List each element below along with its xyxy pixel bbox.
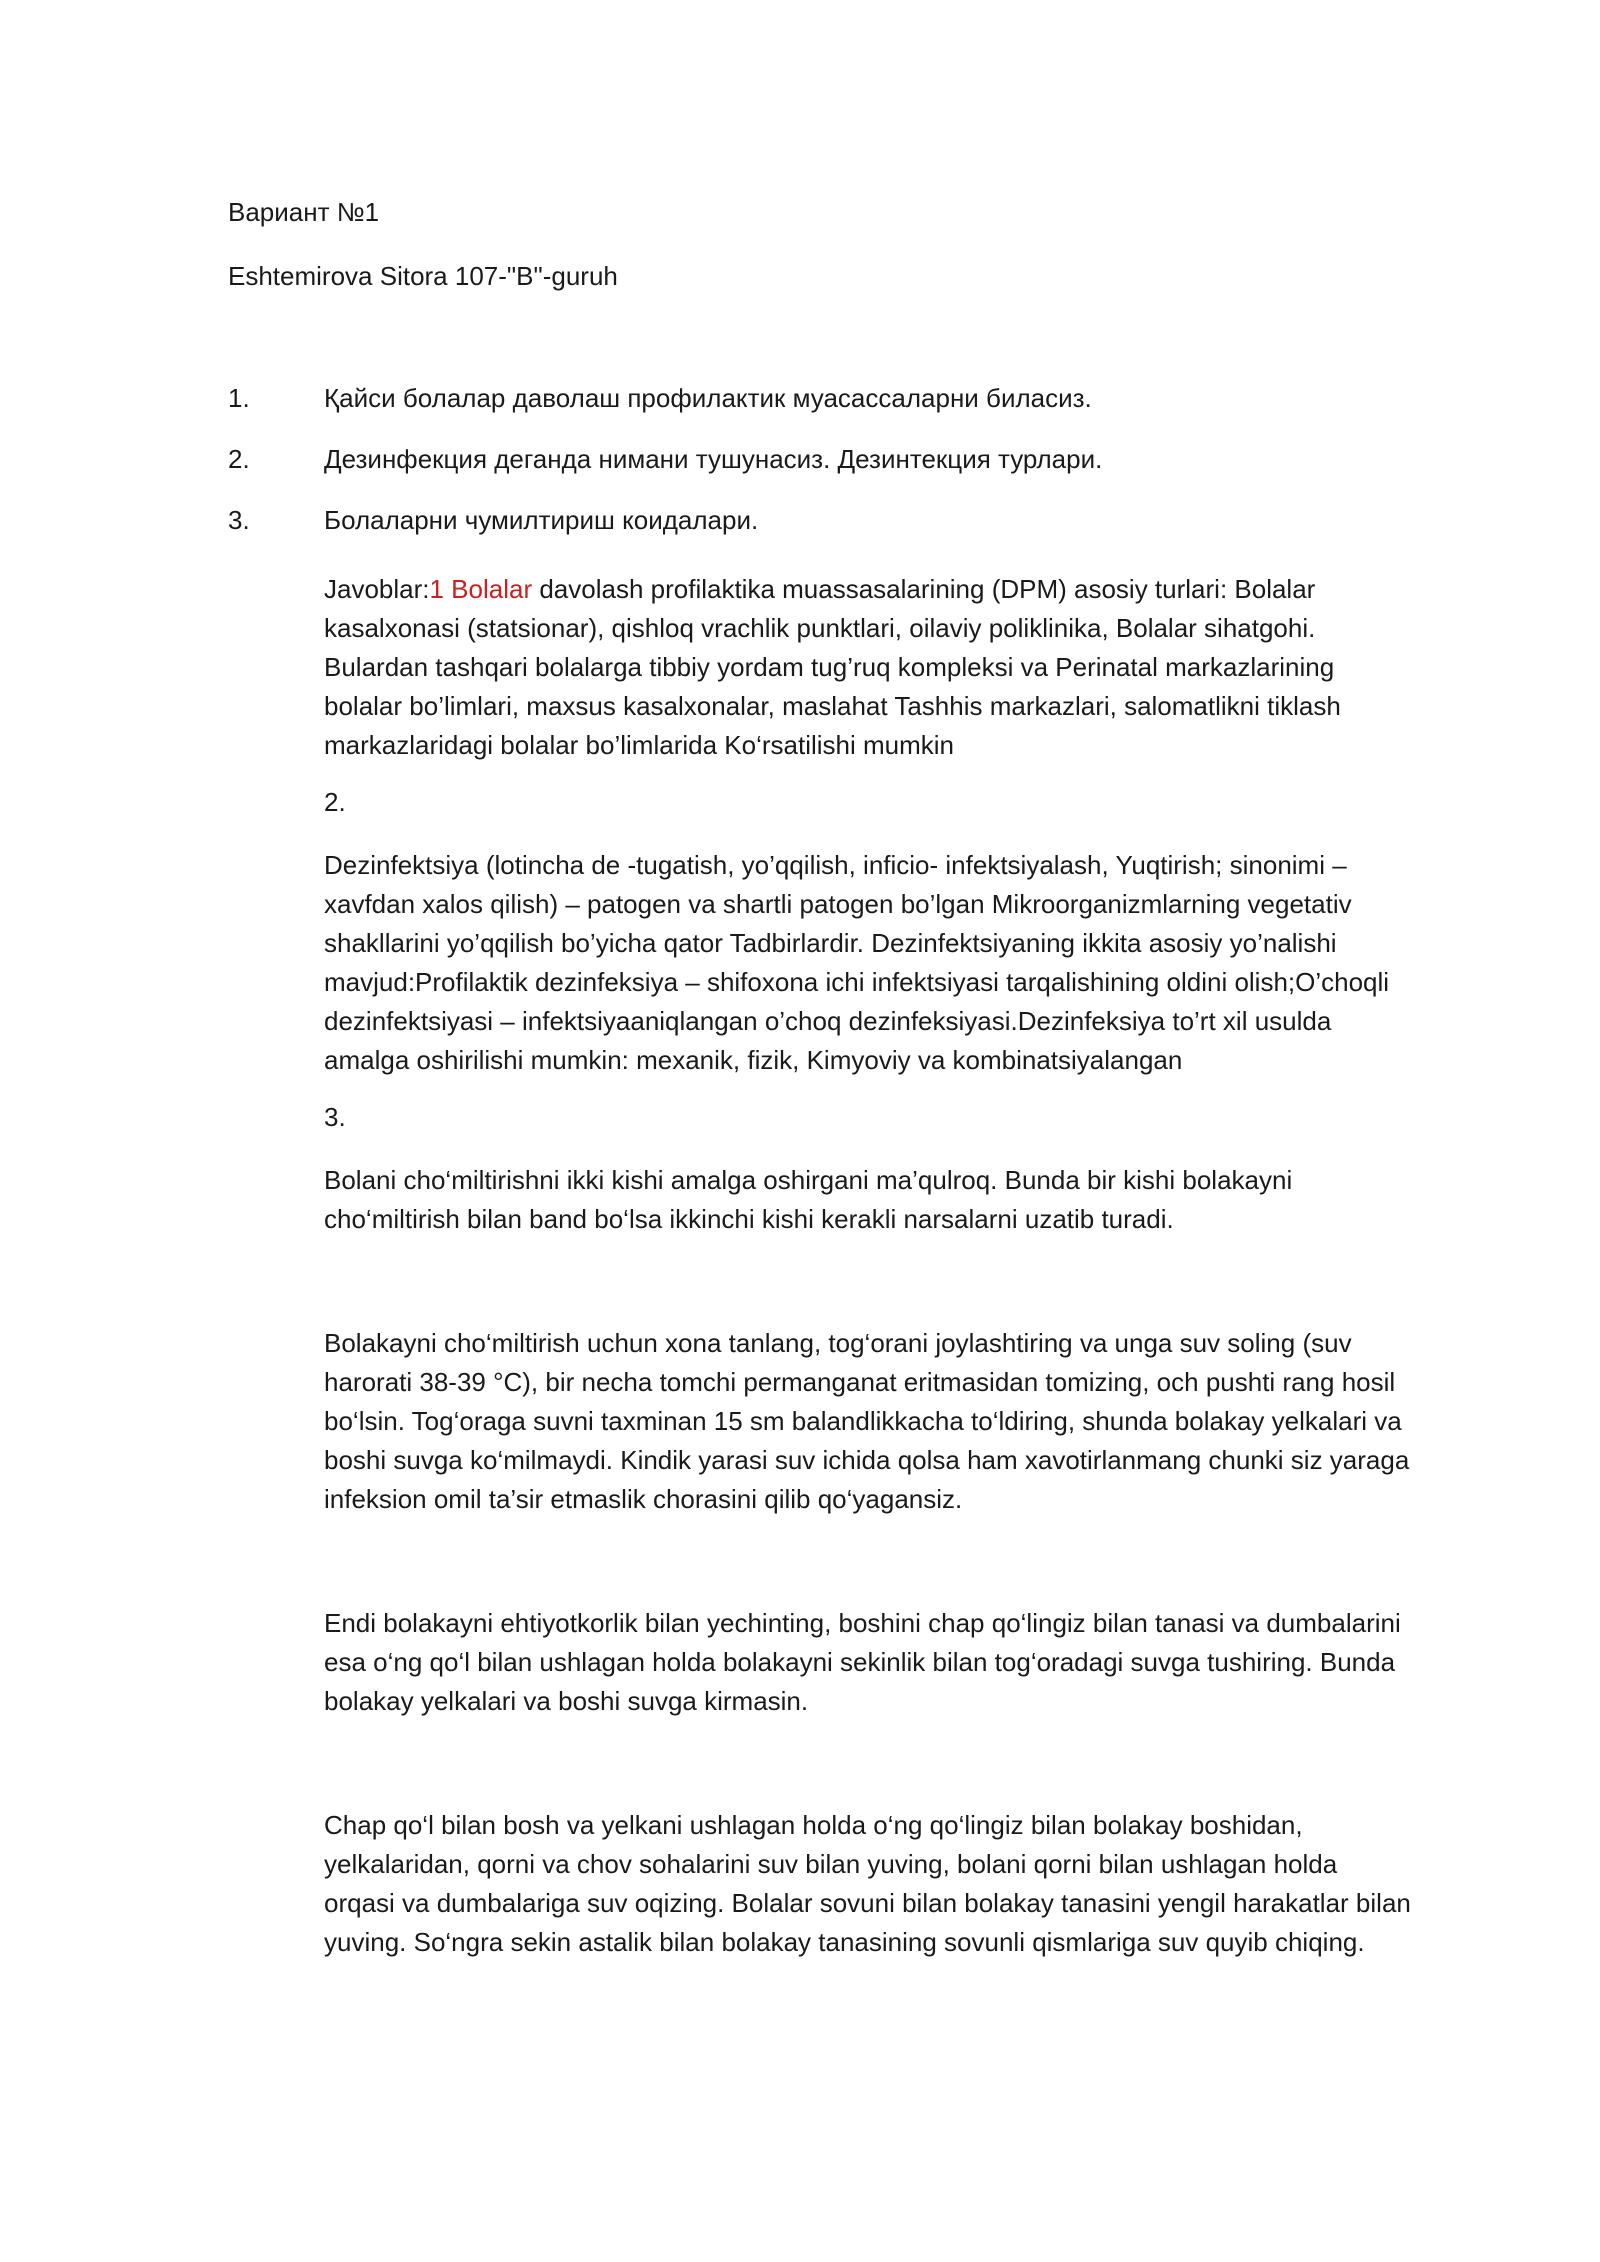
answer-2-text: Dezinfektsiya (lotincha de -tugatish, yo’qqilish, inficio- infektsiyalash, Yuqtirish; sinonimi – xavfdan xalos qilish) – patogen va shartli patogen bo’lgan Mikroorganizmlarning vegetativ shakllarini yo’qqilish bo’yicha qator Tadbirlardir. Dezinfektsiyaning ikkita asosiy yo’nalishi mavjud:Profilaktik dezinfeksiya – shifoxona ichi infektsiyasi tarqalishining oldini olish;O’choqli dezinfektsiyasi – infektsiyaaniqlangan o’choq dezinfeksiyasi.Dezinfeksiya to’rt xil usulda amalga oshirilishi mumkin: mexanik, fizik, Kimyoviy va kombinatsiyalangan: [324, 850, 1390, 1075]
student-name: Eshtemirova Sitora 107-"B"-guruh: [228, 261, 618, 291]
question-number: 1.: [228, 383, 250, 413]
answer-3-number: 3.: [324, 1102, 346, 1132]
answers-section: [324, 570, 1414, 1962]
question-item: [228, 382, 1408, 414]
answer-3-paragraph: Endi bolakayni ehtiyotkorlik bilan yechinting, boshini chap qo‘lingiz bilan tanasi va dumbalarini esa o‘ng qo‘l bilan ushlagan holda bolakayni sekinlik bilan tog‘oradagi suvga tushiring. Bunda bolakay yelkalari va boshi suvga kirmasin.: [324, 1608, 1401, 1716]
question-text: Болаларни чумилтириш коидалари.: [324, 505, 759, 535]
question-item: [228, 504, 1408, 536]
variant-title: Вариант №1: [228, 197, 380, 227]
question-number: 3.: [228, 505, 250, 535]
answer-3-paragraph: Bolani cho‘miltirishni ikki kishi amalga oshirgani ma’qulroq. Bunda bir kishi bolakayni cho‘miltirish bilan band bo‘lsa ikkinchi kishi kerakli narsalarni uzatib turadi.: [324, 1165, 1293, 1234]
answer-2-number: 2.: [324, 787, 346, 817]
answer-1-text: davolash profilaktika muassasalarining (DPM) asosiy turlari: Bolalar kasalxonasi (statsionar), qishloq vrachlik punktlari, oilaviy poliklinika, Bolalar sihatgohi. Bulardan tashqari bolalarga tibbiy yordam tug’ruq kompleksi va Perinatal markazlarining bolalar bo’limlari, maxsus kasalxonalar, maslahat Tashhis markazlari, salomatlikni tiklash markazlaridagi bolalar bo’limlarida Ko‘rsatilishi mumkin: [324, 574, 1341, 760]
question-text: Қайси болалар даволаш профилактик муасассаларни биласиз.: [324, 383, 1092, 413]
answer-1: [324, 570, 1414, 765]
question-number: 2.: [228, 444, 250, 474]
question-item: [228, 443, 1408, 475]
question-text: Дезинфекция деганда нимани тушунасиз. Дезинтекция турлари.: [324, 444, 1103, 474]
question-list: [228, 382, 1408, 565]
answer-3-paragraph: Chap qo‘l bilan bosh va yelkani ushlagan holda o‘ng qo‘lingiz bilan bolakay boshidan, yelkalaridan, qorni va chov sohalarini suv bilan yuving, bolani qorni bilan ushlagan holda orqasi va dumbalariga suv oqizing. Bolalar sovuni bilan bolakay tanasini yengil harakatlar bilan yuving. So‘ngra sekin astalik bilan bolakay tanasining sovunli qismlariga suv quyib chiqing.: [324, 1810, 1411, 1957]
answer-3-paragraph: Bolakayni cho‘miltirish uchun xona tanlang, tog‘orani joylashtiring va unga suv soling (suv harorati 38-39 °C), bir necha tomchi permanganat eritmasidan tomizing, och pushti rang hosil bo‘lsin. Tog‘oraga suvni taxminan 15 sm balandlikkacha to‘ldiring, shunda bolakay yelkalari va boshi suvga ko‘milmaydi. Kindik yarasi suv ichida qolsa ham xavotirlanmang chunki siz yaraga infeksion omil ta’sir etmaslik chorasini qilib qo‘yagansiz.: [324, 1328, 1410, 1514]
answers-prefix: Javoblar:: [324, 574, 430, 604]
answer-1-highlight: 1 Bolalar: [429, 574, 533, 604]
document-header: [228, 196, 1408, 324]
